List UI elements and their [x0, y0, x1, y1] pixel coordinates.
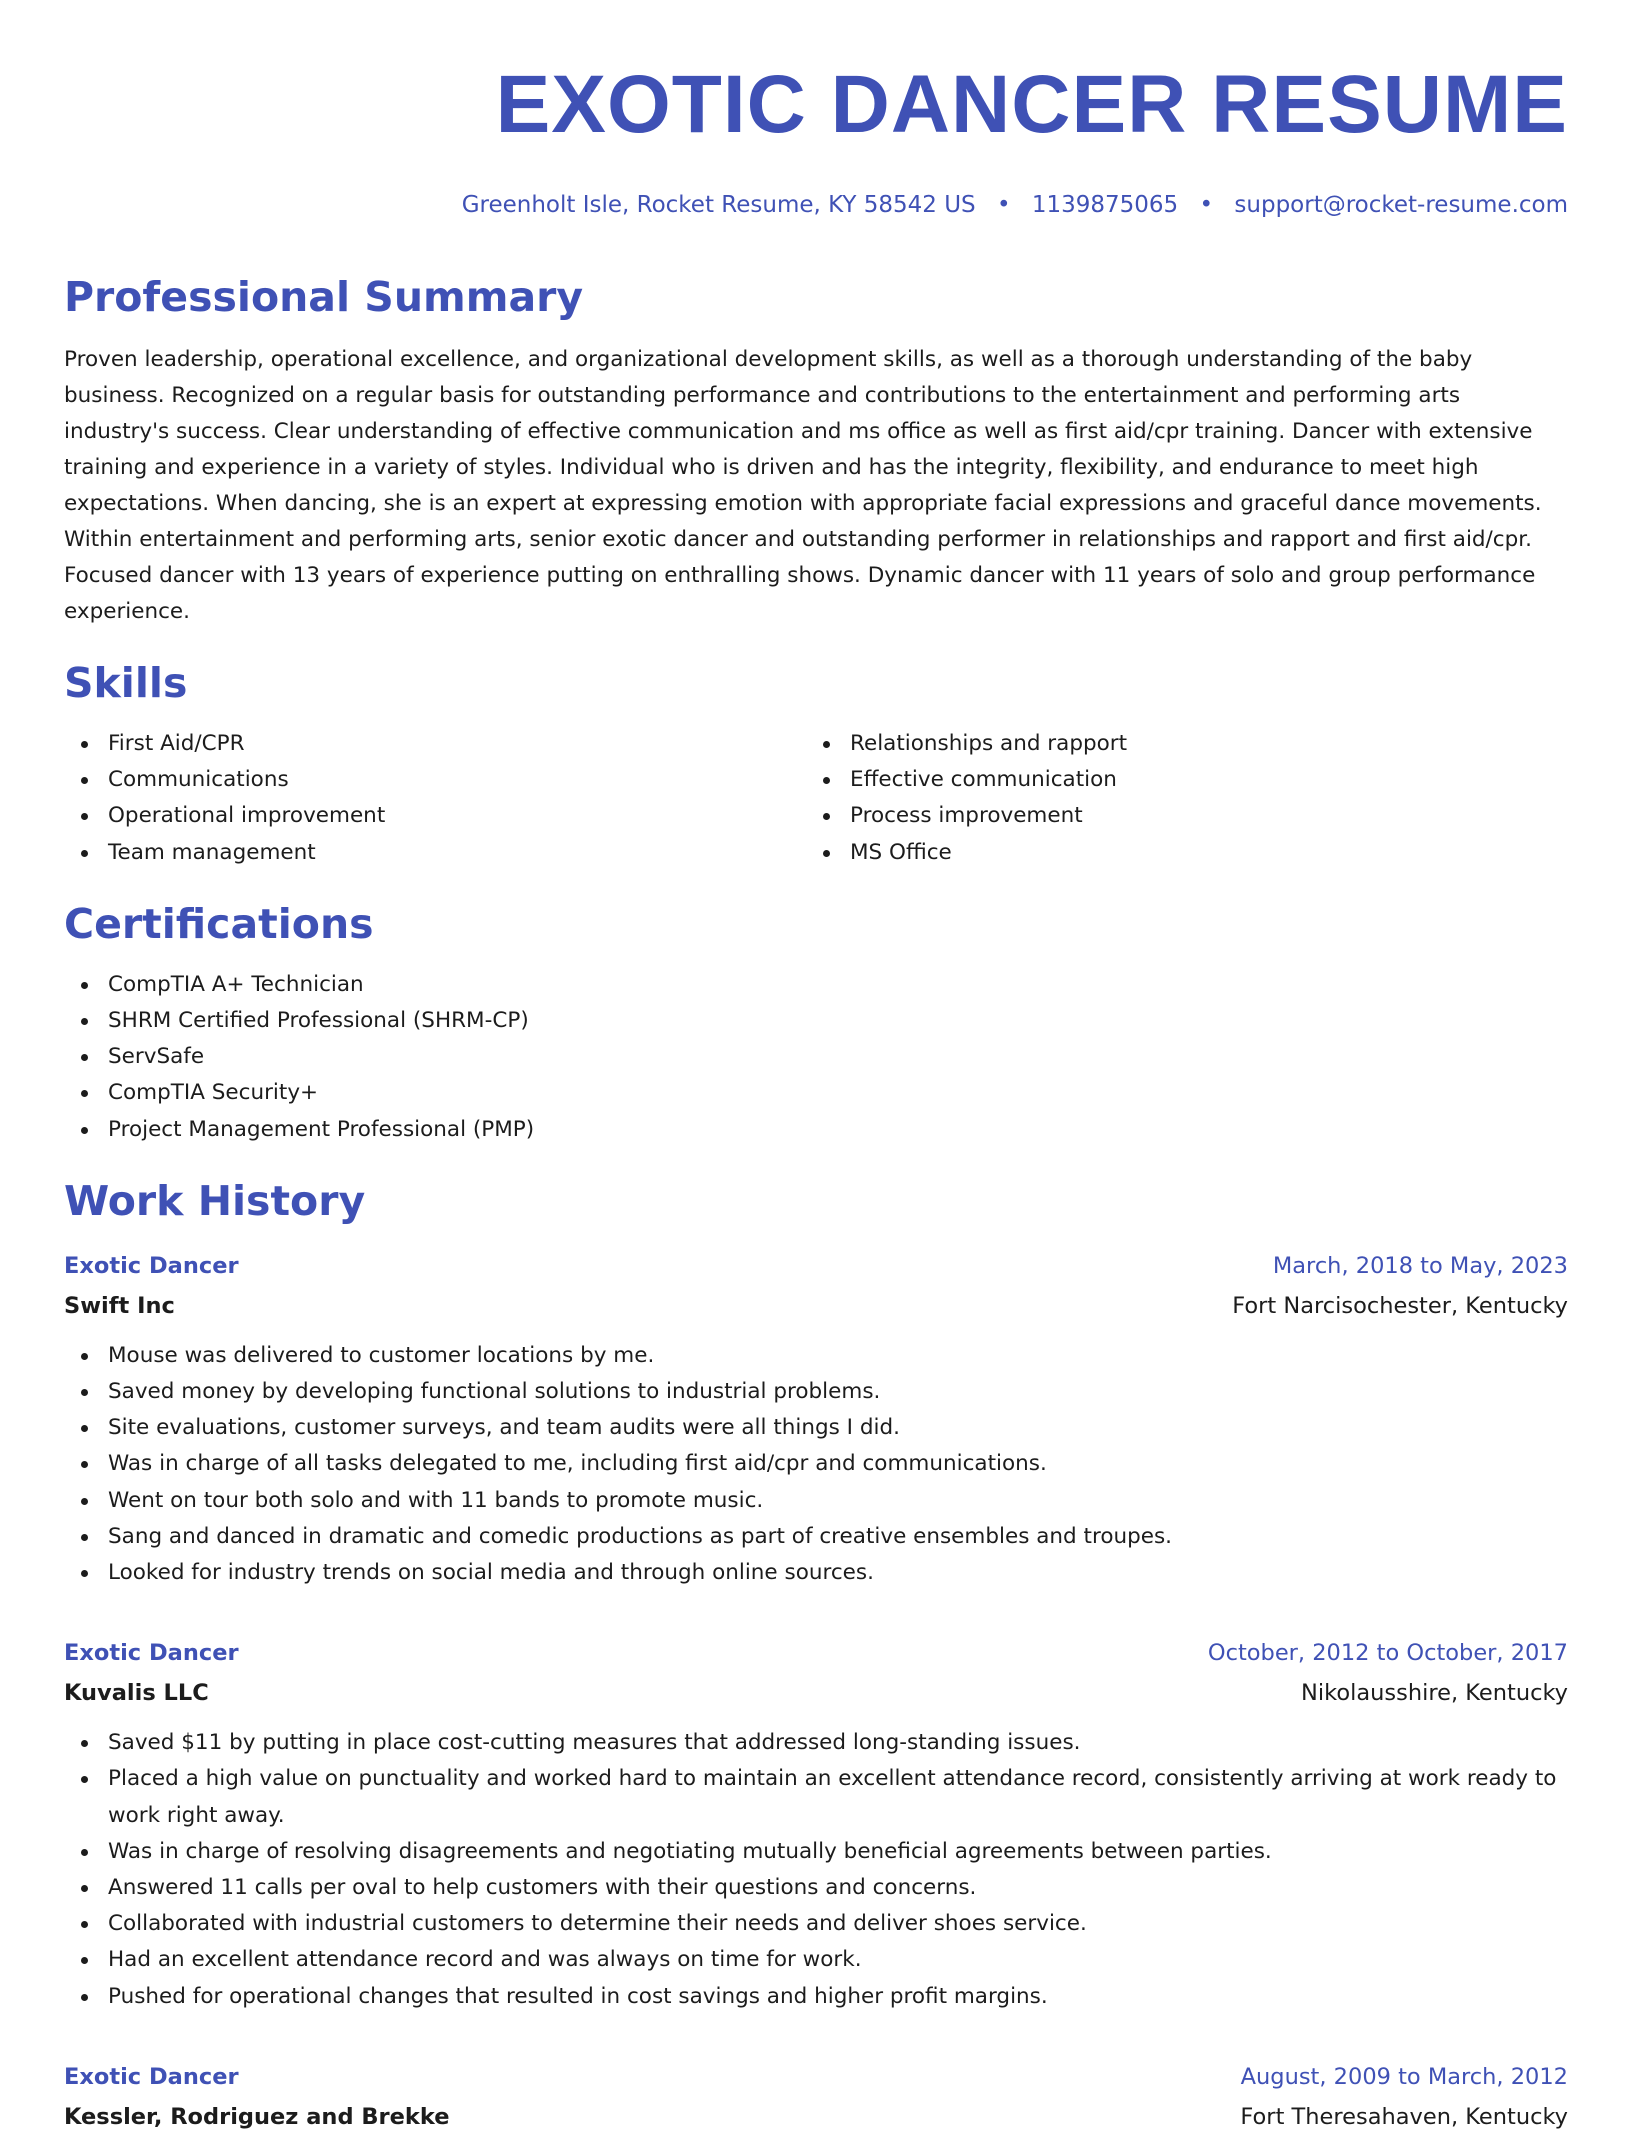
skills-list-right	[806, 726, 1548, 871]
job-company-row	[64, 1286, 1568, 1326]
job-title-row	[64, 2057, 1568, 2097]
job-duty-item: Was in charge of resolving disagreements and negotiating mutually beneficial agreements between parties.	[64, 1834, 1568, 1870]
job-company: Kuvalis LLC	[64, 1680, 209, 1707]
job-company-row	[64, 1673, 1568, 1713]
skills-grid	[64, 726, 1568, 871]
certifications-list	[64, 967, 1568, 1148]
contact-separator: •	[1199, 192, 1214, 218]
contact-line	[64, 190, 1568, 220]
contact-separator: •	[996, 192, 1011, 218]
job-company: Kessler, Rodriguez and Brekke	[64, 2103, 450, 2130]
job-duty-item: Went on tour both solo and with 11 bands to promote music.	[64, 1483, 1568, 1519]
certifications-heading: Certifications	[64, 899, 374, 948]
skill-item: Relationships and rapport	[806, 726, 1548, 762]
job-dates: March, 2018 to May, 2023	[1272, 1252, 1568, 1279]
job-title: Exotic Dancer	[64, 1640, 239, 1667]
contact-phone: 1139875065	[1031, 192, 1179, 218]
job-duty-item: Answered 11 calls per oval to help customers with their questions and concerns.	[64, 1870, 1568, 1906]
job-duty-item: Saved money by developing functional solutions to industrial problems.	[64, 1374, 1568, 1410]
skill-item: Communications	[64, 762, 806, 798]
summary-heading: Professional Summary	[64, 273, 584, 321]
certification-item: ServSafe	[64, 1039, 1568, 1075]
job-duty-item: Had an excellent attendance record and was always on time for work.	[64, 1942, 1568, 1978]
skill-item: First Aid/CPR	[64, 726, 806, 762]
summary-text: Proven leadership, operational excellence, and organizational development skills, as well as a thorough understanding of the baby business. Recognized on a regular basis for outstanding performance and contributions to the entertainment and performing arts industry's success. Clear understanding of effective communication and ms office as well as first aid/cpr training. Dancer with extensive training and experience in a variety of styles. Individual who is driven and has the integrity, flexibility, and endurance to meet high expectations. When dancing, she is an expert at expressing emotion with appropriate facial expressions and graceful dance movements. Within entertainment and performing arts, senior exotic dancer and outstanding performer in relationships and rapport and first aid/cpr. Focused dancer with 13 years of experience putting on enthralling shows. Dynamic dancer with 11 years of solo and group performance experience.	[64, 347, 1542, 624]
certification-item: Project Management Professional (PMP)	[64, 1112, 1568, 1148]
resume-page	[64, 0, 1568, 2130]
contact-address: Greenholt Isle, Rocket Resume, KY 58542 US	[461, 192, 976, 218]
job-location: Fort Narcisochester, Kentucky	[1232, 1292, 1568, 1319]
job-entry	[64, 1246, 1568, 1591]
skill-item: Team management	[64, 835, 806, 871]
job-company-row	[64, 2097, 1568, 2137]
contact-email: support@rocket-resume.com	[1234, 192, 1568, 218]
job-dates: October, 2012 to October, 2017	[1207, 1640, 1568, 1667]
job-title-row	[64, 1633, 1568, 1673]
job-duty-item: Looked for industry trends on social media and through online sources.	[64, 1555, 1568, 1591]
job-duty-item: Was in charge of all tasks delegated to me, including first aid/cpr and communications.	[64, 1446, 1568, 1482]
job-location: Nikolausshire, Kentucky	[1301, 1680, 1568, 1707]
skills-heading: Skills	[64, 659, 188, 707]
job-duty-item: Sang and danced in dramatic and comedic productions as part of creative ensembles and troupes.	[64, 1519, 1568, 1555]
skill-item: MS Office	[806, 835, 1548, 871]
skill-item: Process improvement	[806, 798, 1548, 834]
job-duty-item: Saved $11 by putting in place cost-cutting measures that addressed long-standing issues.	[64, 1725, 1568, 1761]
job-dates: August, 2009 to March, 2012	[1240, 2063, 1568, 2090]
job-entry	[64, 1633, 1568, 2015]
job-title-row	[64, 1246, 1568, 1286]
job-title: Exotic Dancer	[64, 1252, 239, 1279]
job-location: Fort Theresahaven, Kentucky	[1240, 2103, 1568, 2130]
job-duties-list	[64, 1725, 1568, 2015]
skill-item: Effective communication	[806, 762, 1548, 798]
job-duty-item: Placed a high value on punctuality and worked hard to maintain an excellent attendance record, consistently arriving at work ready to work right away.	[64, 1761, 1568, 1833]
certification-item: CompTIA A+ Technician	[64, 967, 1568, 1003]
job-duty-item: Pushed for operational changes that resulted in cost savings and higher profit margins.	[64, 1979, 1568, 2015]
job-title: Exotic Dancer	[64, 2063, 239, 2090]
job-duty-item: Mouse was delivered to customer locations by me.	[64, 1338, 1568, 1374]
skills-list-left	[64, 726, 806, 871]
certification-item: SHRM Certified Professional (SHRM-CP)	[64, 1003, 1568, 1039]
resume-title: EXOTIC DANCER RESUME	[495, 59, 1568, 150]
certification-item: CompTIA Security+	[64, 1075, 1568, 1111]
job-entry	[64, 2057, 1568, 2137]
job-duty-item: Site evaluations, customer surveys, and team audits were all things I did.	[64, 1410, 1568, 1446]
work-history-heading: Work History	[64, 1176, 366, 1225]
job-duties-list	[64, 1338, 1568, 1591]
skill-item: Operational improvement	[64, 798, 806, 834]
job-company: Swift Inc	[64, 1292, 175, 1319]
job-duty-item: Collaborated with industrial customers to determine their needs and deliver shoes service.	[64, 1906, 1568, 1942]
